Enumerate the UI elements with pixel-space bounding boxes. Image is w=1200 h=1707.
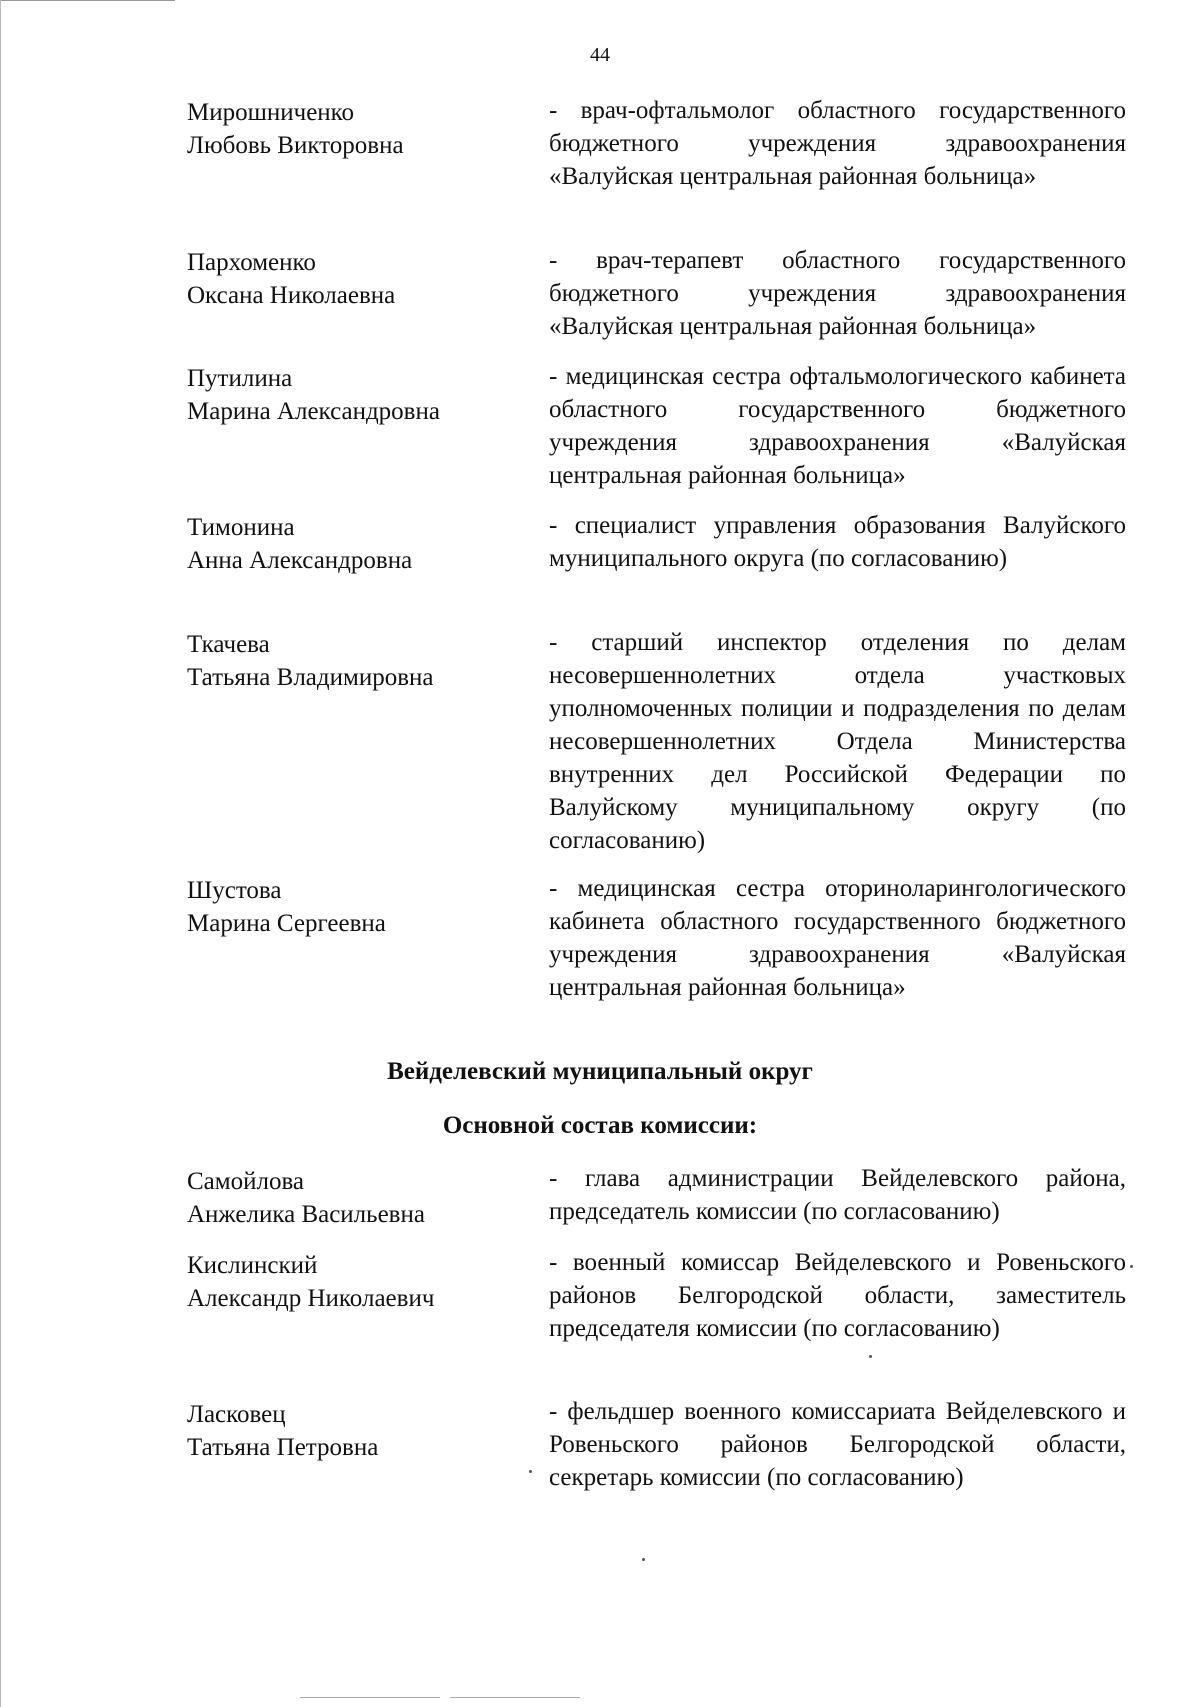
member-given-names: Татьяна Петровна <box>187 1434 379 1461</box>
member-surname: Самойлова <box>187 1168 305 1195</box>
member-name <box>187 628 507 694</box>
member-given-names: Александр Николаевич <box>187 1285 435 1312</box>
member-given-names: Татьяна Владимировна <box>187 664 434 691</box>
member-name <box>187 96 507 162</box>
scan-edge-bottom <box>450 1697 580 1698</box>
member-name <box>187 246 507 312</box>
section-title: Вейделевский муниципальный округ <box>387 1058 813 1085</box>
member-given-names: Анна Александровна <box>187 547 413 574</box>
member-role: - врач-терапевт областного государственного бюджетного учреждения здравоохранения «Валуйская центральная районная больница» <box>549 247 1126 340</box>
scan-edge-bottom <box>300 1697 440 1698</box>
member-surname: Ткачева <box>187 631 270 658</box>
member-given-names: Марина Сергеевна <box>187 910 386 937</box>
member-role: - специалист управления образования Валуйского муниципального округа (по согласованию) <box>549 512 1126 572</box>
page-number: 44 <box>590 44 610 66</box>
scan-speck <box>1130 1265 1133 1268</box>
member-name <box>187 1249 507 1315</box>
member-surname: Шустова <box>187 877 282 904</box>
member-given-names: Анжелика Васильевна <box>187 1201 425 1228</box>
subsection-title: Основной состав комиссии: <box>442 1112 758 1139</box>
member-surname: Пархоменко <box>187 249 316 276</box>
member-role: - медицинская сестра офтальмологического кабинета областного государственного бюджетного учреждения здравоохранения «Валуйская центральная районная больница» <box>549 363 1126 489</box>
member-role: - старший инспектор отделения по делам несовершеннолетних отдела участковых уполномоченных полиции и подразделения по делам несовершеннолетних Отдела Министерства внутренних дел Российской Федерации по Валуйскому муниципальному округу (по согласованию) <box>549 629 1126 854</box>
member-role: - глава администрации Вейделевского района, председатель комиссии (по согласованию) <box>549 1165 1126 1225</box>
member-name <box>187 362 507 428</box>
member-given-names: Марина Александровна <box>187 398 440 425</box>
member-surname: Кислинский <box>187 1252 318 1279</box>
member-name <box>187 511 507 577</box>
member-given-names: Оксана Николаевна <box>187 282 396 309</box>
member-role: - военный комиссар Вейделевского и Ровеньского районов Белгородской области, заместитель председателя комиссии (по согласованию) <box>549 1249 1126 1342</box>
scan-speck <box>529 1470 532 1473</box>
scan-speck <box>869 1355 872 1358</box>
scan-edge-left <box>0 0 1 1707</box>
member-surname: Путилина <box>187 365 293 392</box>
member-name <box>187 1398 507 1464</box>
member-given-names: Любовь Викторовна <box>187 132 404 159</box>
member-role: - фельдшер военного комиссариата Вейделевского и Ровеньского районов Белгородской области, секретарь комиссии (по согласованию) <box>549 1398 1126 1491</box>
scan-edge-top <box>0 0 175 1</box>
scan-speck <box>642 1558 645 1561</box>
member-role: - врач-офтальмолог областного государственного бюджетного учреждения здравоохранения «Валуйская центральная районная больница» <box>549 97 1126 190</box>
member-surname: Мирошниченко <box>187 99 355 126</box>
member-name <box>187 1165 507 1231</box>
member-name <box>187 874 507 940</box>
member-role: - медицинская сестра оториноларингологического кабинета областного государственного бюджетного учреждения здравоохранения «Валуйская центральная районная больница» <box>549 875 1126 1001</box>
member-surname: Ласковец <box>187 1401 286 1428</box>
member-surname: Тимонина <box>187 514 295 541</box>
